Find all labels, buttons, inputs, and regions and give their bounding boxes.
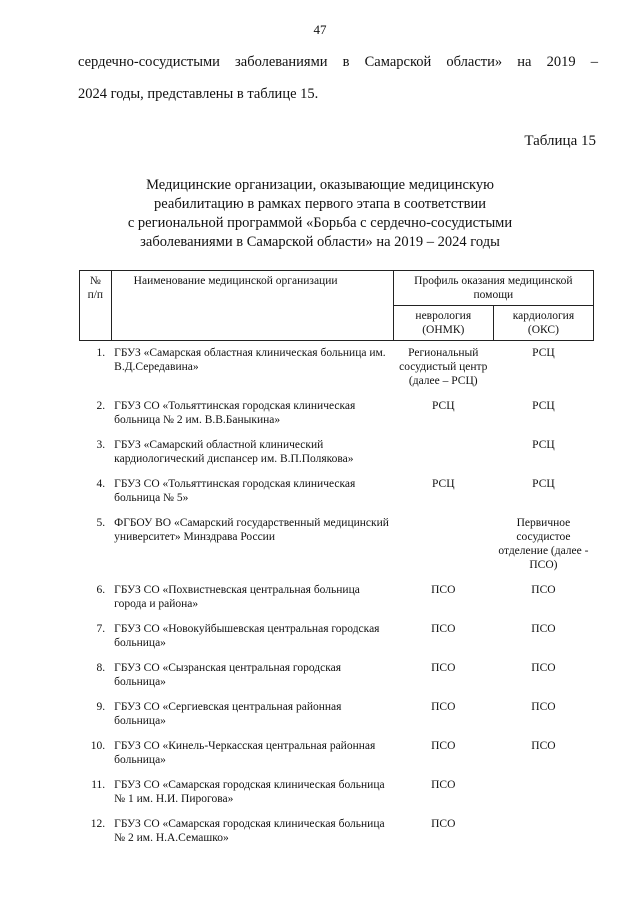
table-row [80,812,594,851]
cardiology-cell: ПСО [531,701,556,713]
neurology-cell [393,511,493,578]
table-row [80,341,594,395]
title-line: заболеваниями в Самарской области» на 2019 – 2024 годы [140,234,500,250]
header-cardiology: кардиология (ОКС) [493,306,593,341]
table-row [80,734,594,773]
cardiology-cell: ПСО [531,740,556,752]
neurology-cell: РСЦ [432,400,455,412]
neurology-cell: ПСО [431,662,456,674]
intro-word: в [342,54,350,70]
org-name: ГБУЗ СО «Новокуйбышевская центральная городская больница» [114,623,380,649]
neurology-cell: ПСО [431,584,456,596]
intro-paragraph [78,46,598,110]
cardiology-cell: Первичное сосудистое отделение (далее - ПСО) [498,517,589,571]
row-number: 8. [96,662,106,674]
table-label: Таблица 15 [524,133,596,149]
table-row [80,394,594,433]
table-row [80,511,594,578]
neurology-cell: ПСО [431,740,456,752]
row-number: 12. [90,818,106,830]
row-number: 10. [90,740,106,752]
row-number: 9. [96,701,106,713]
row-number: 3. [96,439,106,451]
title-line: с региональной программой «Борьба с сердечно-сосудистыми [127,215,513,231]
table-row [80,695,594,734]
page-number: 47 [313,22,327,37]
neurology-cell: ПСО [431,818,456,830]
table-row [80,656,594,695]
cardiology-cell [493,812,593,851]
row-number: 2. [96,400,106,412]
org-name: ГБУЗ СО «Сергиевская центральная районная больница» [114,701,342,727]
table-row [80,578,594,617]
org-name: ГБУЗ СО «Тольяттинская городская клиническая больница № 5» [114,478,356,504]
organizations-table [79,270,594,851]
org-name: ГБУЗ СО «Кинель-Черкасская центральная районная больница» [114,740,376,766]
cardiology-cell: РСЦ [532,400,555,412]
neurology-cell: ПСО [431,701,456,713]
org-name: ГБУЗ «Самарский областной клинический кардиологический диспансер им. В.П.Полякова» [114,439,354,465]
table-title [60,176,580,252]
neurology-cell: ПСО [431,623,456,635]
intro-word: 2019 [546,54,576,70]
intro-word: – [590,54,598,70]
row-number: 1. [96,347,106,359]
row-number: 6. [96,584,106,596]
org-name: ГБУЗ СО «Самарская городская клиническая больница № 2 им. Н.А.Семашко» [114,818,385,844]
row-number: 5. [96,517,106,529]
cardiology-cell: ПСО [531,623,556,635]
table-row [80,617,594,656]
neurology-cell: ПСО [431,779,456,791]
table-row [80,433,594,472]
table-row [80,773,594,812]
org-name: ГБУЗ СО «Похвистневская центральная больница города и района» [114,584,360,610]
cardiology-cell: РСЦ [532,347,555,359]
header-neurology: неврология (ОНМК) [393,306,493,341]
row-number: 4. [96,478,106,490]
title-line: Медицинские организации, оказывающие медицинскую [146,177,494,193]
header-profile: Профиль оказания медицинской помощи [393,271,593,306]
intro-word: Самарской [364,54,432,70]
intro-word: заболеваниями [235,54,328,70]
header-name: Наименование медицинской организации [111,271,393,341]
row-number: 7. [96,623,106,635]
intro-word: на [517,54,532,70]
header-num: № п/п [80,271,112,341]
row-number: 11. [91,779,106,791]
org-name: ГБУЗ СО «Самарская городская клиническая больница № 1 им. Н.И. Пирогова» [114,779,385,805]
intro-word: области» [446,54,503,70]
intro-line-1 [78,46,598,78]
neurology-cell: РСЦ [432,478,455,490]
cardiology-cell [493,773,593,812]
title-line: реабилитацию в рамках первого этапа в соответствии [154,196,486,212]
cardiology-cell: ПСО [531,584,556,596]
intro-word: сердечно-сосудистыми [78,54,220,70]
org-name: ФГБОУ ВО «Самарский государственный медицинский университет» Минздрава России [114,517,389,543]
intro-line-2: 2024 годы, представлены в таблице 15. [78,86,319,102]
neurology-cell [393,433,493,472]
org-name: ГБУЗ СО «Сызранская центральная городская больница» [114,662,342,688]
org-name: ГБУЗ СО «Тольяттинская городская клиническая больница № 2 им. В.В.Баныкина» [114,400,356,426]
neurology-cell: Региональный сосудистый центр (далее – РСЦ) [399,347,488,387]
cardiology-cell: ПСО [531,662,556,674]
cardiology-cell: РСЦ [532,478,555,490]
cardiology-cell: РСЦ [532,439,555,451]
table-row [80,472,594,511]
org-name: ГБУЗ «Самарская областная клиническая больница им. В.Д.Середавина» [114,347,386,373]
